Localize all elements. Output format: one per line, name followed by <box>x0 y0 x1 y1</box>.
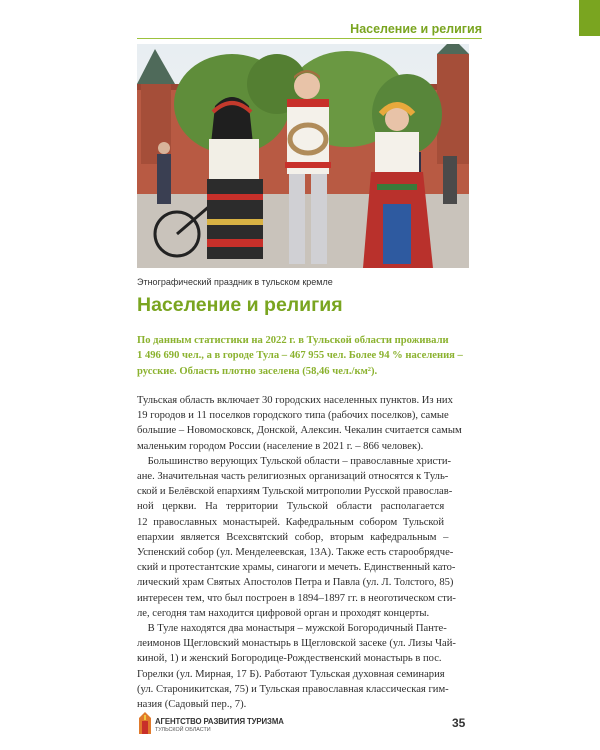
paragraph-religion <box>137 454 477 621</box>
text-line: 19 городов и 11 поселков городского типа (рабочих поселков), самые <box>137 410 449 422</box>
lead-line: русские. Область плотно заселена (58,46 чел./км²). <box>137 365 378 377</box>
header-divider <box>137 38 482 39</box>
text-line: леимонов Щегловский монастырь в Щегловской засеке (ул. Лизы Чай- <box>137 638 456 650</box>
lead-paragraph <box>137 333 477 379</box>
section-title: Население и религия <box>137 294 343 316</box>
text-line: Горелки (ул. Мирная, 17 Б). Работают Тульская духовная семинария <box>137 668 445 680</box>
agency-logo-icon <box>139 712 151 734</box>
paragraph-monasteries <box>137 621 477 712</box>
text-line: 12 православных монастырей. Кафедральным собором Тульской <box>137 516 445 528</box>
article-body <box>137 393 477 712</box>
photo-caption: Этнографический праздник в тульском кремле <box>137 277 333 287</box>
paragraph-settlements <box>137 393 477 454</box>
text-line: ский и протестантские храмы, синагоги и мечеть. Единственный като- <box>137 562 456 574</box>
text-line: ане. Значительная часть религиозных организаций относятся к Туль- <box>137 471 449 483</box>
text-line: Тульская область включает 30 городских населенных пунктов. Из них <box>137 395 453 406</box>
festival-photo-illustration <box>137 44 469 268</box>
text-line: лический храм Святых Апостолов Петра и Павла (ул. Л. Толстого, 85) <box>137 577 454 589</box>
page-number: 35 <box>452 716 466 730</box>
text-line: маленьким городом России (население в 2021 г. – 866 человек). <box>137 440 424 452</box>
text-line: В Туле находятся два монастыря – мужской Богородичный Панте- <box>137 623 447 635</box>
text-line: киной, 1) и женский Богородице-Рождественский монастырь в пос. <box>137 653 442 665</box>
text-line: епархии является Всехсвятский собор, вторым кафедральным – <box>137 531 449 543</box>
running-header: Население и религия <box>350 22 482 36</box>
agency-name: АГЕНТСТВО РАЗВИТИЯ ТУРИЗМА <box>155 717 284 726</box>
festival-photo <box>137 44 469 268</box>
text-line: (ул. Староникитская, 75) и Тульская православная классическая гим- <box>137 683 449 695</box>
text-line: интересен тем, что был построен в 1894–1897 гг. в неоготическом сти- <box>137 592 456 604</box>
text-line: большие – Новомосковск, Донской, Алексин. Чекалин считается самым <box>137 425 462 437</box>
text-line: Большинство верующих Тульской области – православные христи- <box>137 455 452 467</box>
text-line: ной церкви. На территории Тульской области располагается <box>137 501 445 513</box>
agency-subtitle: ТУЛЬСКОЙ ОБЛАСТИ <box>155 727 211 733</box>
text-line: ской и Белёвской епархиям Тульской митрополии Русской православ- <box>137 486 453 498</box>
section-tab-marker <box>579 0 600 36</box>
lead-line: По данным статистики на 2022 г. в Тульской области проживали <box>137 335 449 346</box>
lead-line: 1 496 690 чел., а в городе Тула – 467 955 чел. Более 94 % населения – <box>137 350 463 362</box>
text-line: назия (Садовый пер., 7). <box>137 699 247 711</box>
text-line: Успенский собор (ул. Менделеевская, 13А). Также есть старообрядче- <box>137 547 454 559</box>
text-line: ле, сегодня там находится цифровой орган и проходят концерты. <box>137 607 430 619</box>
